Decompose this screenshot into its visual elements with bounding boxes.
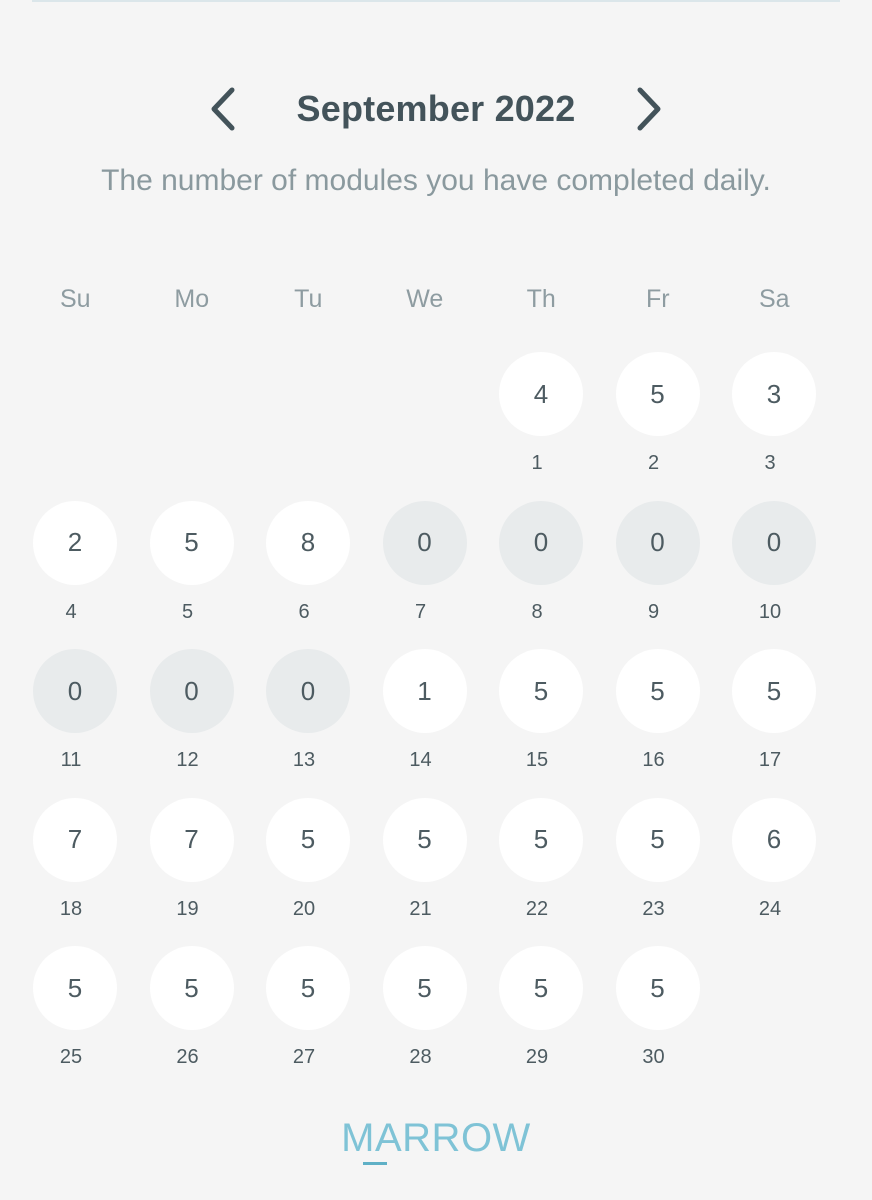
chevron-left-icon xyxy=(208,86,238,132)
day-date-label: 8 xyxy=(531,600,543,623)
weekday-label: We xyxy=(406,285,444,313)
day-cell xyxy=(17,501,134,650)
day-date-label: 3 xyxy=(764,452,776,474)
day-module-count[interactable]: 5 xyxy=(616,649,700,733)
day-cell xyxy=(17,649,134,798)
day-date-label: 2 xyxy=(647,452,660,474)
day-cell xyxy=(367,946,484,1095)
weekday-label: Sa xyxy=(758,285,790,313)
day-module-count[interactable]: 8 xyxy=(266,501,350,585)
day-module-count[interactable]: 0 xyxy=(33,649,117,733)
day-cell xyxy=(367,798,484,947)
weekday-header-row xyxy=(17,282,833,316)
day-date-label: 24 xyxy=(758,897,782,920)
day-module-count[interactable]: 5 xyxy=(499,649,583,733)
weekday-label: Su xyxy=(59,285,91,313)
month-title: September 2022 xyxy=(296,88,576,129)
day-cell xyxy=(250,649,367,798)
day-date-label: 9 xyxy=(647,600,660,623)
day-module-count[interactable]: 0 xyxy=(266,649,350,733)
day-cell xyxy=(716,649,833,798)
day-date-label: 25 xyxy=(59,1046,83,1068)
day-module-count[interactable]: 0 xyxy=(383,501,467,585)
next-month-button[interactable] xyxy=(626,86,672,132)
day-date-label: 28 xyxy=(409,1046,432,1068)
day-module-count[interactable]: 7 xyxy=(150,798,234,882)
day-module-count[interactable]: 5 xyxy=(499,946,583,1030)
weekday-label: Mo xyxy=(174,285,210,313)
day-date-label: 4 xyxy=(65,600,77,623)
day-date-label: 20 xyxy=(292,897,316,920)
weekday-label: Th xyxy=(526,285,556,313)
day-cell xyxy=(367,501,484,650)
day-date-label: 12 xyxy=(176,749,199,771)
day-date-label: 18 xyxy=(59,897,83,920)
day-date-label: 10 xyxy=(758,600,782,623)
calendar-subtitle: The number of modules you have completed daily. xyxy=(101,164,771,197)
empty-day-cell xyxy=(134,352,251,501)
brand-logo: MARROW xyxy=(341,1116,531,1160)
day-date-label: 29 xyxy=(525,1046,549,1068)
day-cell xyxy=(483,649,600,798)
empty-day-cell xyxy=(250,352,367,501)
day-cell xyxy=(483,946,600,1095)
prev-month-button[interactable] xyxy=(200,86,246,132)
day-module-count[interactable]: 5 xyxy=(150,946,234,1030)
top-divider xyxy=(32,0,840,2)
day-date-label: 13 xyxy=(292,749,316,771)
day-date-label: 11 xyxy=(60,749,82,771)
day-module-count[interactable]: 5 xyxy=(266,946,350,1030)
day-date-label: 23 xyxy=(642,897,665,920)
weekday-label: Tu xyxy=(294,285,323,313)
day-module-count[interactable]: 5 xyxy=(616,798,700,882)
day-module-count[interactable]: 5 xyxy=(616,946,700,1030)
day-cell xyxy=(17,798,134,947)
day-module-count[interactable]: 0 xyxy=(150,649,234,733)
day-module-count[interactable]: 2 xyxy=(33,501,117,585)
day-cell xyxy=(600,798,717,947)
day-cell xyxy=(134,798,251,947)
weekday-label: Fr xyxy=(645,285,670,313)
brand-logo-underline xyxy=(363,1162,387,1165)
day-module-count[interactable]: 5 xyxy=(383,798,467,882)
day-date-label: 6 xyxy=(298,600,310,623)
day-module-count[interactable]: 5 xyxy=(33,946,117,1030)
day-cell xyxy=(716,501,833,650)
day-cell xyxy=(250,946,367,1095)
day-module-count[interactable]: 5 xyxy=(150,501,234,585)
day-cell xyxy=(134,649,251,798)
day-cell xyxy=(716,352,833,501)
month-header xyxy=(0,78,872,140)
day-cell xyxy=(600,649,717,798)
day-module-count[interactable]: 5 xyxy=(499,798,583,882)
day-module-count[interactable]: 7 xyxy=(33,798,117,882)
day-module-count[interactable]: 3 xyxy=(732,352,816,436)
day-cell xyxy=(600,352,717,501)
day-cell xyxy=(250,501,367,650)
day-date-label: 14 xyxy=(409,749,432,771)
day-module-count[interactable]: 4 xyxy=(499,352,583,436)
day-date-label: 16 xyxy=(642,749,665,771)
day-date-label: 17 xyxy=(758,749,782,771)
day-module-count[interactable]: 0 xyxy=(732,501,816,585)
day-module-count[interactable]: 6 xyxy=(732,798,816,882)
day-cell xyxy=(367,649,484,798)
day-date-label: 7 xyxy=(414,600,427,623)
empty-day-cell xyxy=(17,352,134,501)
day-date-label: 15 xyxy=(525,749,549,771)
day-cell xyxy=(483,798,600,947)
day-cell xyxy=(600,501,717,650)
day-module-count[interactable]: 0 xyxy=(616,501,700,585)
day-module-count[interactable]: 5 xyxy=(732,649,816,733)
day-module-count[interactable]: 5 xyxy=(383,946,467,1030)
day-cell xyxy=(134,946,251,1095)
calendar-grid xyxy=(17,352,833,1095)
day-module-count[interactable]: 1 xyxy=(383,649,467,733)
day-date-label: 5 xyxy=(181,600,194,623)
day-module-count[interactable]: 5 xyxy=(616,352,700,436)
day-date-label: 22 xyxy=(525,897,549,920)
day-date-label: 26 xyxy=(176,1046,199,1068)
day-module-count[interactable]: 0 xyxy=(499,501,583,585)
day-date-label: 19 xyxy=(176,897,199,920)
day-cell xyxy=(600,946,717,1095)
day-cell xyxy=(134,501,251,650)
empty-day-cell xyxy=(367,352,484,501)
day-cell xyxy=(17,946,134,1095)
day-date-label: 21 xyxy=(409,897,432,920)
day-date-label: 27 xyxy=(292,1046,316,1068)
day-date-label: 1 xyxy=(531,452,543,474)
chevron-right-icon xyxy=(634,86,664,132)
day-cell xyxy=(250,798,367,947)
day-cell xyxy=(483,501,600,650)
day-cell xyxy=(483,352,600,501)
day-module-count[interactable]: 5 xyxy=(266,798,350,882)
day-cell xyxy=(716,798,833,947)
day-date-label: 30 xyxy=(642,1046,665,1068)
